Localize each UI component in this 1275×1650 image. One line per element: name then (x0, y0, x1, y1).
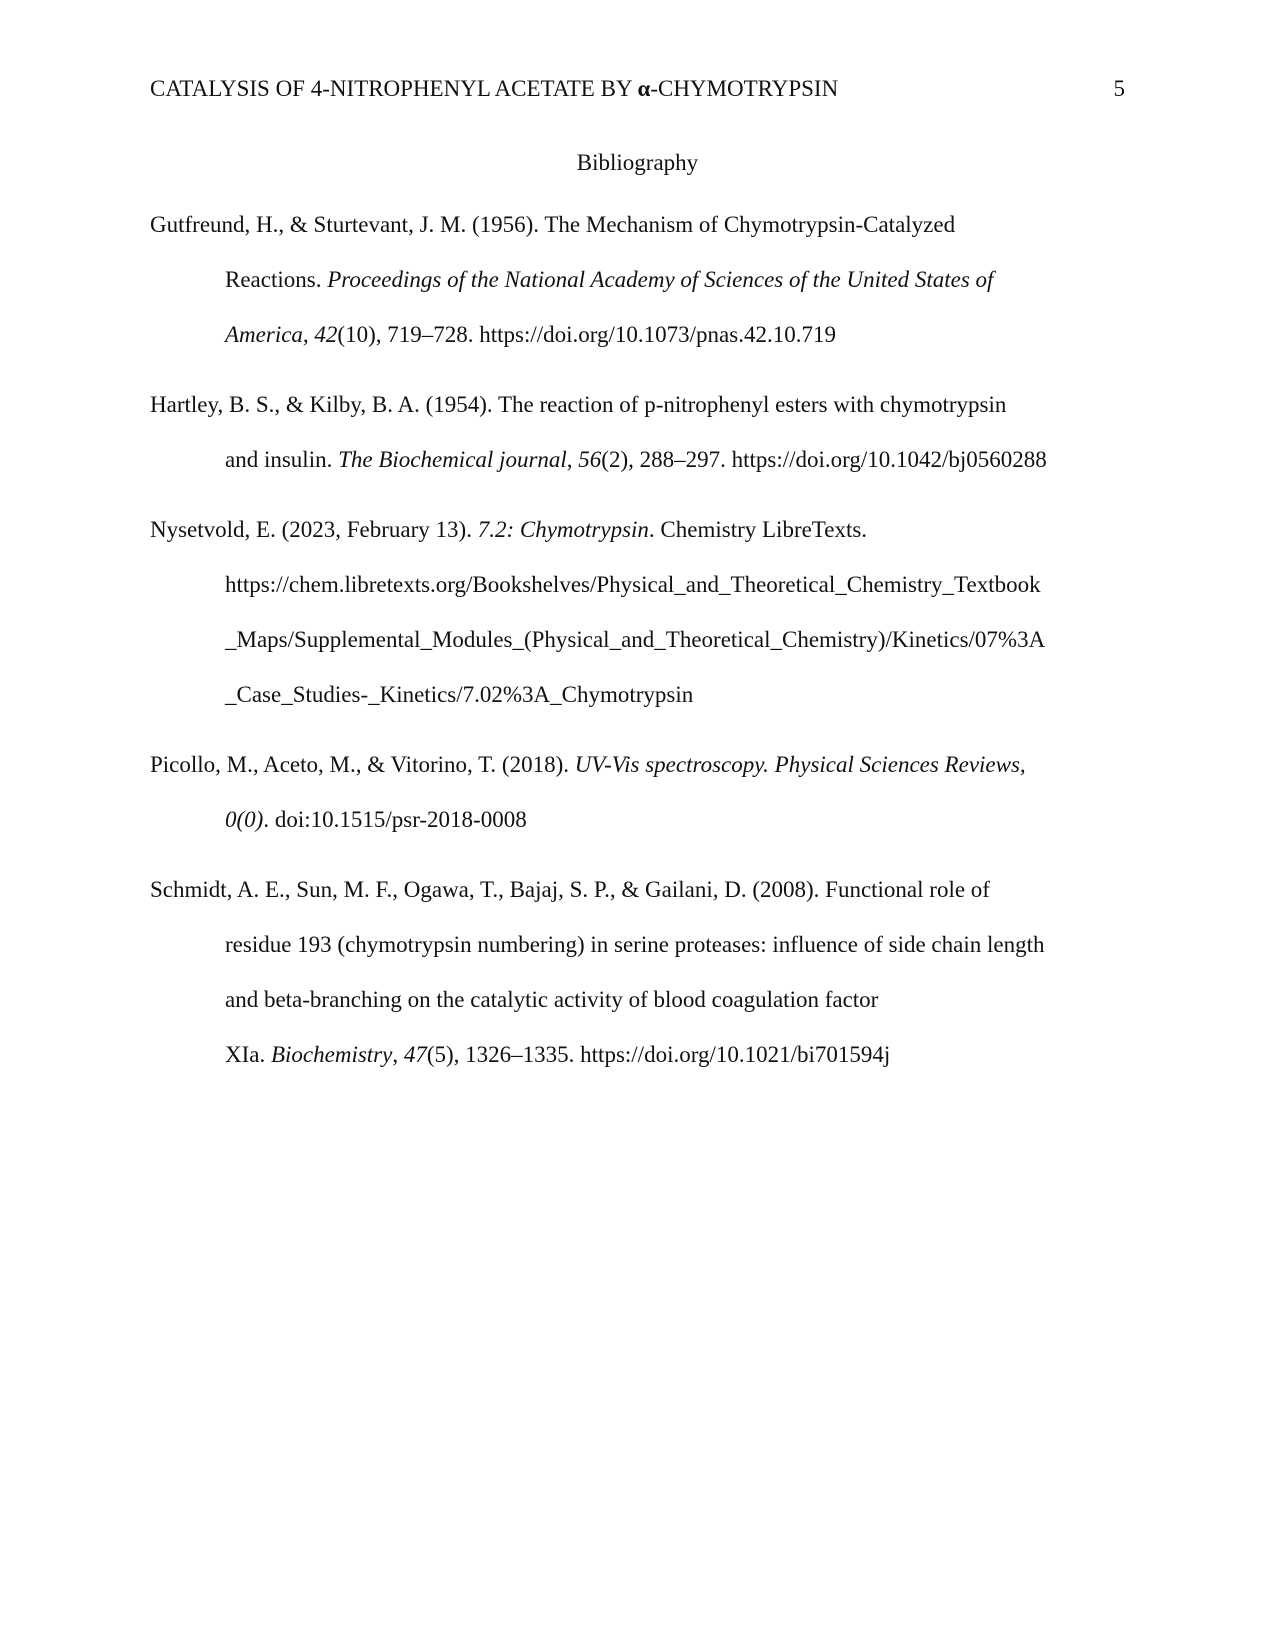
reference-line: Hartley, B. S., & Kilby, B. A. (1954). The reaction of p-nitrophenyl esters with chymotrypsin (150, 392, 1007, 417)
journal-title: Proceedings of the National Academy of Sciences of the United States of (327, 267, 994, 292)
reference-line (225, 805, 527, 835)
reference-line (225, 1040, 890, 1070)
reference-doi: (10), 719–728. https://doi.org/10.1073/pnas.42.10.719 (337, 322, 836, 347)
reference-url-line: _Case_Studies-_Kinetics/7.02%3A_Chymotrypsin (225, 682, 694, 707)
reference-text: , (302, 322, 315, 347)
reference-text: , (566, 447, 579, 472)
reference-doi: (2), 288–297. https://doi.org/10.1042/bj0560288 (601, 447, 1047, 472)
running-head-alpha: α (637, 76, 651, 101)
article-title: UV-Vis spectroscopy. Physical Sciences Reviews, (574, 752, 1026, 777)
reference-line (150, 750, 1026, 780)
running-head (150, 74, 838, 104)
reference-line: residue 193 (chymotrypsin numbering) in serine proteases: influence of side chain length (225, 932, 1045, 957)
journal-title: Biochemistry (270, 1042, 393, 1067)
reference-line: Gutfreund, H., & Sturtevant, J. M. (1956). The Mechanism of Chymotrypsin-Catalyzed (150, 212, 956, 237)
reference-url-line: https://chem.libretexts.org/Bookshelves/Physical_and_Theoretical_Chemistry_Textbook (225, 572, 1041, 597)
reference-doi: . doi:10.1515/psr-2018-0008 (263, 807, 527, 832)
volume: 0(0) (225, 807, 264, 832)
reference-line: and beta-branching on the catalytic activity of blood coagulation factor (225, 987, 879, 1012)
reference-line (225, 265, 993, 295)
reference-line (225, 445, 1047, 475)
article-title: 7.2: Chymotrypsin (477, 517, 649, 542)
reference-line (150, 515, 867, 545)
reference-url-line: _Maps/Supplemental_Modules_(Physical_and_Theoretical_Chemistry)/Kinetics/07%3A (225, 627, 1046, 652)
journal-title: The Biochemical journal (338, 447, 567, 472)
reference-text: , (392, 1042, 404, 1067)
volume: 47 (403, 1042, 427, 1067)
reference-text: . Chemistry LibreTexts. (648, 517, 868, 542)
volume: 56 (578, 447, 602, 472)
reference-text: XIa. (225, 1042, 271, 1067)
reference-text: Nysetvold, E. (2023, February 13). (150, 517, 478, 542)
running-head-post: -CHYMOTRYPSIN (650, 76, 839, 101)
reference-text: Reactions. (225, 267, 328, 292)
reference-text: and insulin. (225, 447, 339, 472)
journal-title: America (225, 322, 303, 347)
reference-line (225, 320, 836, 350)
running-head-pre: CATALYSIS OF 4-NITROPHENYL ACETATE BY (150, 76, 638, 101)
reference-doi: (5), 1326–1335. https://doi.org/10.1021/bi701594j (426, 1042, 891, 1067)
reference-text: Picollo, M., Aceto, M., & Vitorino, T. (2018). (150, 752, 575, 777)
page-number: 5 (1113, 76, 1125, 101)
bibliography-title: Bibliography (576, 150, 699, 175)
reference-line: Schmidt, A. E., Sun, M. F., Ogawa, T., Bajaj, S. P., & Gailani, D. (2008). Functional role of (150, 877, 990, 902)
volume: 42 (314, 322, 338, 347)
